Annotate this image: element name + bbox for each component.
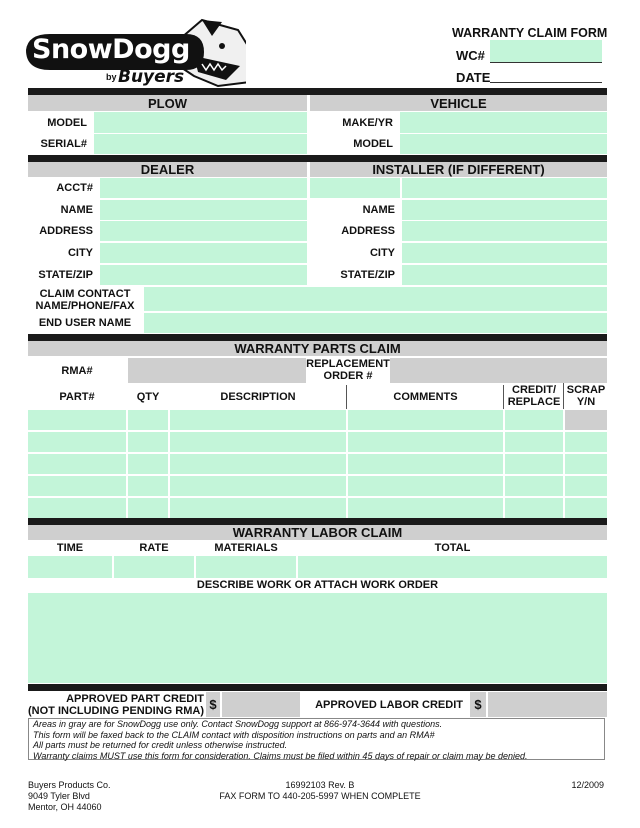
installer-acct-field[interactable] [310, 178, 400, 198]
note-line: All parts must be returned for credit unless otherwise instructed. [33, 740, 288, 750]
wc-field[interactable] [490, 40, 602, 63]
dealer-name-field[interactable] [100, 200, 307, 220]
part-cell[interactable] [28, 432, 126, 452]
plow-serial-field[interactable] [94, 134, 307, 154]
part-credit-field [222, 692, 300, 717]
col-qty: QTY [136, 391, 160, 403]
installer-statezip-label: STATE/ZIP [340, 269, 395, 281]
logo-maker: Buyers [118, 67, 185, 87]
part-credit-line2: (NOT INCLUDING PENDING RMA) [28, 705, 204, 717]
parts-rows [28, 410, 607, 518]
description-cell[interactable] [170, 432, 346, 452]
rma-label: RMA# [61, 364, 93, 377]
snowdogg-logo [26, 16, 246, 88]
labor-rate-label: RATE [139, 542, 169, 554]
installer-address-label: ADDRESS [341, 225, 395, 237]
plow-serial-label: SERIAL# [40, 138, 87, 150]
divider-bar [28, 334, 607, 341]
labor-header: WARRANTY LABOR CLAIM [28, 525, 607, 540]
note-line: Warranty claims MUST use this form for consideration. Claims must be filed within 45 days of repair or claim may be denied. [33, 750, 528, 761]
credit-cell[interactable] [505, 498, 563, 518]
claim-contact-line1: CLAIM CONTACT [39, 287, 131, 300]
credit-cell[interactable] [505, 476, 563, 496]
col-comments: COMMENTS [393, 391, 458, 403]
part-cell[interactable] [28, 498, 126, 518]
labor-materials-field[interactable] [196, 556, 296, 578]
footer-city: Mentor, OH 44060 [28, 802, 102, 812]
col-separator [346, 385, 347, 409]
comments-cell[interactable] [348, 432, 503, 452]
vehicle-model-field[interactable] [400, 134, 607, 154]
description-cell[interactable] [170, 476, 346, 496]
vehicle-make-label: MAKE/YR [342, 116, 393, 129]
dealer-city-label: CITY [67, 247, 93, 259]
replacement-line2: ORDER # [323, 370, 373, 382]
comments-cell[interactable] [348, 410, 503, 430]
part-cell[interactable] [28, 454, 126, 474]
describe-work-label: DESCRIBE WORK OR ATTACH WORK ORDER [196, 579, 439, 591]
scrap-cell [565, 410, 607, 430]
col-part: PART# [59, 391, 95, 403]
description-cell[interactable] [170, 410, 346, 430]
part-cell[interactable] [28, 410, 126, 430]
scrap-cell[interactable] [565, 476, 607, 496]
footer-company: Buyers Products Co. [28, 780, 111, 790]
comments-cell[interactable] [348, 498, 503, 518]
divider-bar [28, 518, 607, 525]
col-credit-line2: REPLACE [507, 396, 561, 408]
dealer-address-label: ADDRESS [39, 225, 93, 237]
labor-materials-label: MATERIALS [214, 542, 278, 554]
qty-cell[interactable] [128, 498, 168, 518]
dealer-city-field[interactable] [100, 243, 307, 263]
footer-street: 9049 Tyler Blvd [28, 791, 90, 801]
wc-label: WC# [456, 48, 485, 63]
date-field[interactable] [490, 64, 602, 83]
credit-cell[interactable] [505, 454, 563, 474]
vehicle-header: VEHICLE [310, 95, 607, 111]
divider-bar [28, 155, 607, 162]
note-line: This form will be faxed back to the CLAIM contact with disposition instructions on parts and an RMA# [33, 729, 435, 740]
claim-contact-label [28, 287, 142, 312]
note-line: Areas in gray are for SnowDogg use only. Contact SnowDogg support at 866-974-3644 with questions. [33, 719, 443, 729]
labor-credit-field [488, 692, 607, 717]
approved-part-credit-label [28, 692, 204, 718]
credit-cell[interactable] [505, 432, 563, 452]
logo-brand: SnowDogg [32, 34, 190, 65]
col-description: DESCRIPTION [220, 391, 296, 403]
col-scrap-line2: Y/N [576, 396, 596, 408]
end-user-field[interactable] [144, 313, 607, 333]
vehicle-make-field[interactable] [400, 112, 607, 133]
qty-cell[interactable] [128, 410, 168, 430]
rma-field [128, 358, 306, 383]
parts-header: WARRANTY PARTS CLAIM [28, 341, 607, 356]
dealer-address-field[interactable] [100, 221, 307, 241]
logo-by: by [106, 72, 117, 82]
replacement-line1: REPLACEMENT [306, 358, 390, 370]
dealer-statezip-label: STATE/ZIP [38, 269, 93, 281]
replacement-field [390, 358, 607, 383]
installer-acct-field-2[interactable] [402, 178, 607, 198]
dealer-acct-label: ACCT# [56, 182, 93, 194]
comments-cell[interactable] [348, 476, 503, 496]
installer-address-field[interactable] [402, 221, 607, 241]
claim-contact-field[interactable] [144, 287, 607, 311]
labor-time-field[interactable] [28, 556, 112, 578]
describe-work-field[interactable] [28, 593, 607, 683]
plow-model-label: MODEL [47, 116, 87, 129]
labor-total-label: TOTAL [434, 542, 471, 554]
scrap-cell[interactable] [565, 454, 607, 474]
col-separator [503, 385, 504, 409]
installer-name-field[interactable] [402, 200, 607, 220]
dealer-header: DEALER [28, 162, 307, 177]
installer-name-label: NAME [362, 204, 395, 216]
col-credit-line1: CREDIT/ [512, 384, 556, 396]
installer-city-field[interactable] [402, 243, 607, 263]
footer-date: 12/2009 [571, 780, 604, 790]
notes-box [28, 718, 605, 760]
part-credit-line1: APPROVED PART CREDIT [66, 693, 204, 705]
installer-statezip-field[interactable] [402, 265, 607, 285]
dealer-statezip-field[interactable] [100, 265, 307, 285]
installer-city-label: CITY [369, 247, 395, 259]
date-label: DATE [456, 70, 491, 85]
footer-address [28, 780, 228, 813]
col-scrap-line1: SCRAP [566, 384, 606, 396]
installer-header: INSTALLER (IF DIFFERENT) [310, 162, 607, 177]
replacement-label [308, 357, 388, 383]
qty-cell[interactable] [128, 476, 168, 496]
dealer-name-label: NAME [60, 204, 93, 216]
part-cell[interactable] [28, 476, 126, 496]
labor-credit-dollar: $ [470, 692, 486, 717]
approved-labor-credit-label: APPROVED LABOR CREDIT [315, 698, 463, 711]
footer-center [200, 780, 440, 802]
qty-cell[interactable] [128, 432, 168, 452]
footer-fax: FAX FORM TO 440-205-5997 WHEN COMPLETE [219, 791, 421, 801]
scrap-cell[interactable] [565, 498, 607, 518]
form-title: WARRANTY CLAIM FORM [452, 26, 608, 40]
description-cell[interactable] [170, 498, 346, 518]
plow-header: PLOW [28, 95, 307, 111]
dealer-acct-field[interactable] [100, 178, 307, 198]
comments-cell[interactable] [348, 454, 503, 474]
divider-bar [28, 684, 607, 691]
col-credit [505, 383, 563, 409]
plow-model-field[interactable] [94, 112, 307, 133]
col-separator [563, 383, 564, 409]
footer-doc-number: 16992103 Rev. B [285, 780, 355, 790]
description-cell[interactable] [170, 454, 346, 474]
col-scrap [565, 383, 607, 409]
divider-bar [28, 88, 607, 95]
scrap-cell[interactable] [565, 432, 607, 452]
qty-cell[interactable] [128, 454, 168, 474]
credit-cell[interactable] [505, 410, 563, 430]
end-user-label: END USER NAME [38, 317, 132, 329]
labor-rate-field[interactable] [114, 556, 194, 578]
claim-contact-line2: NAME/PHONE/FAX [35, 299, 135, 312]
labor-time-label: TIME [56, 542, 84, 554]
vehicle-model-label: MODEL [353, 138, 393, 150]
labor-total-field[interactable] [298, 556, 607, 578]
part-credit-dollar: $ [206, 692, 220, 717]
